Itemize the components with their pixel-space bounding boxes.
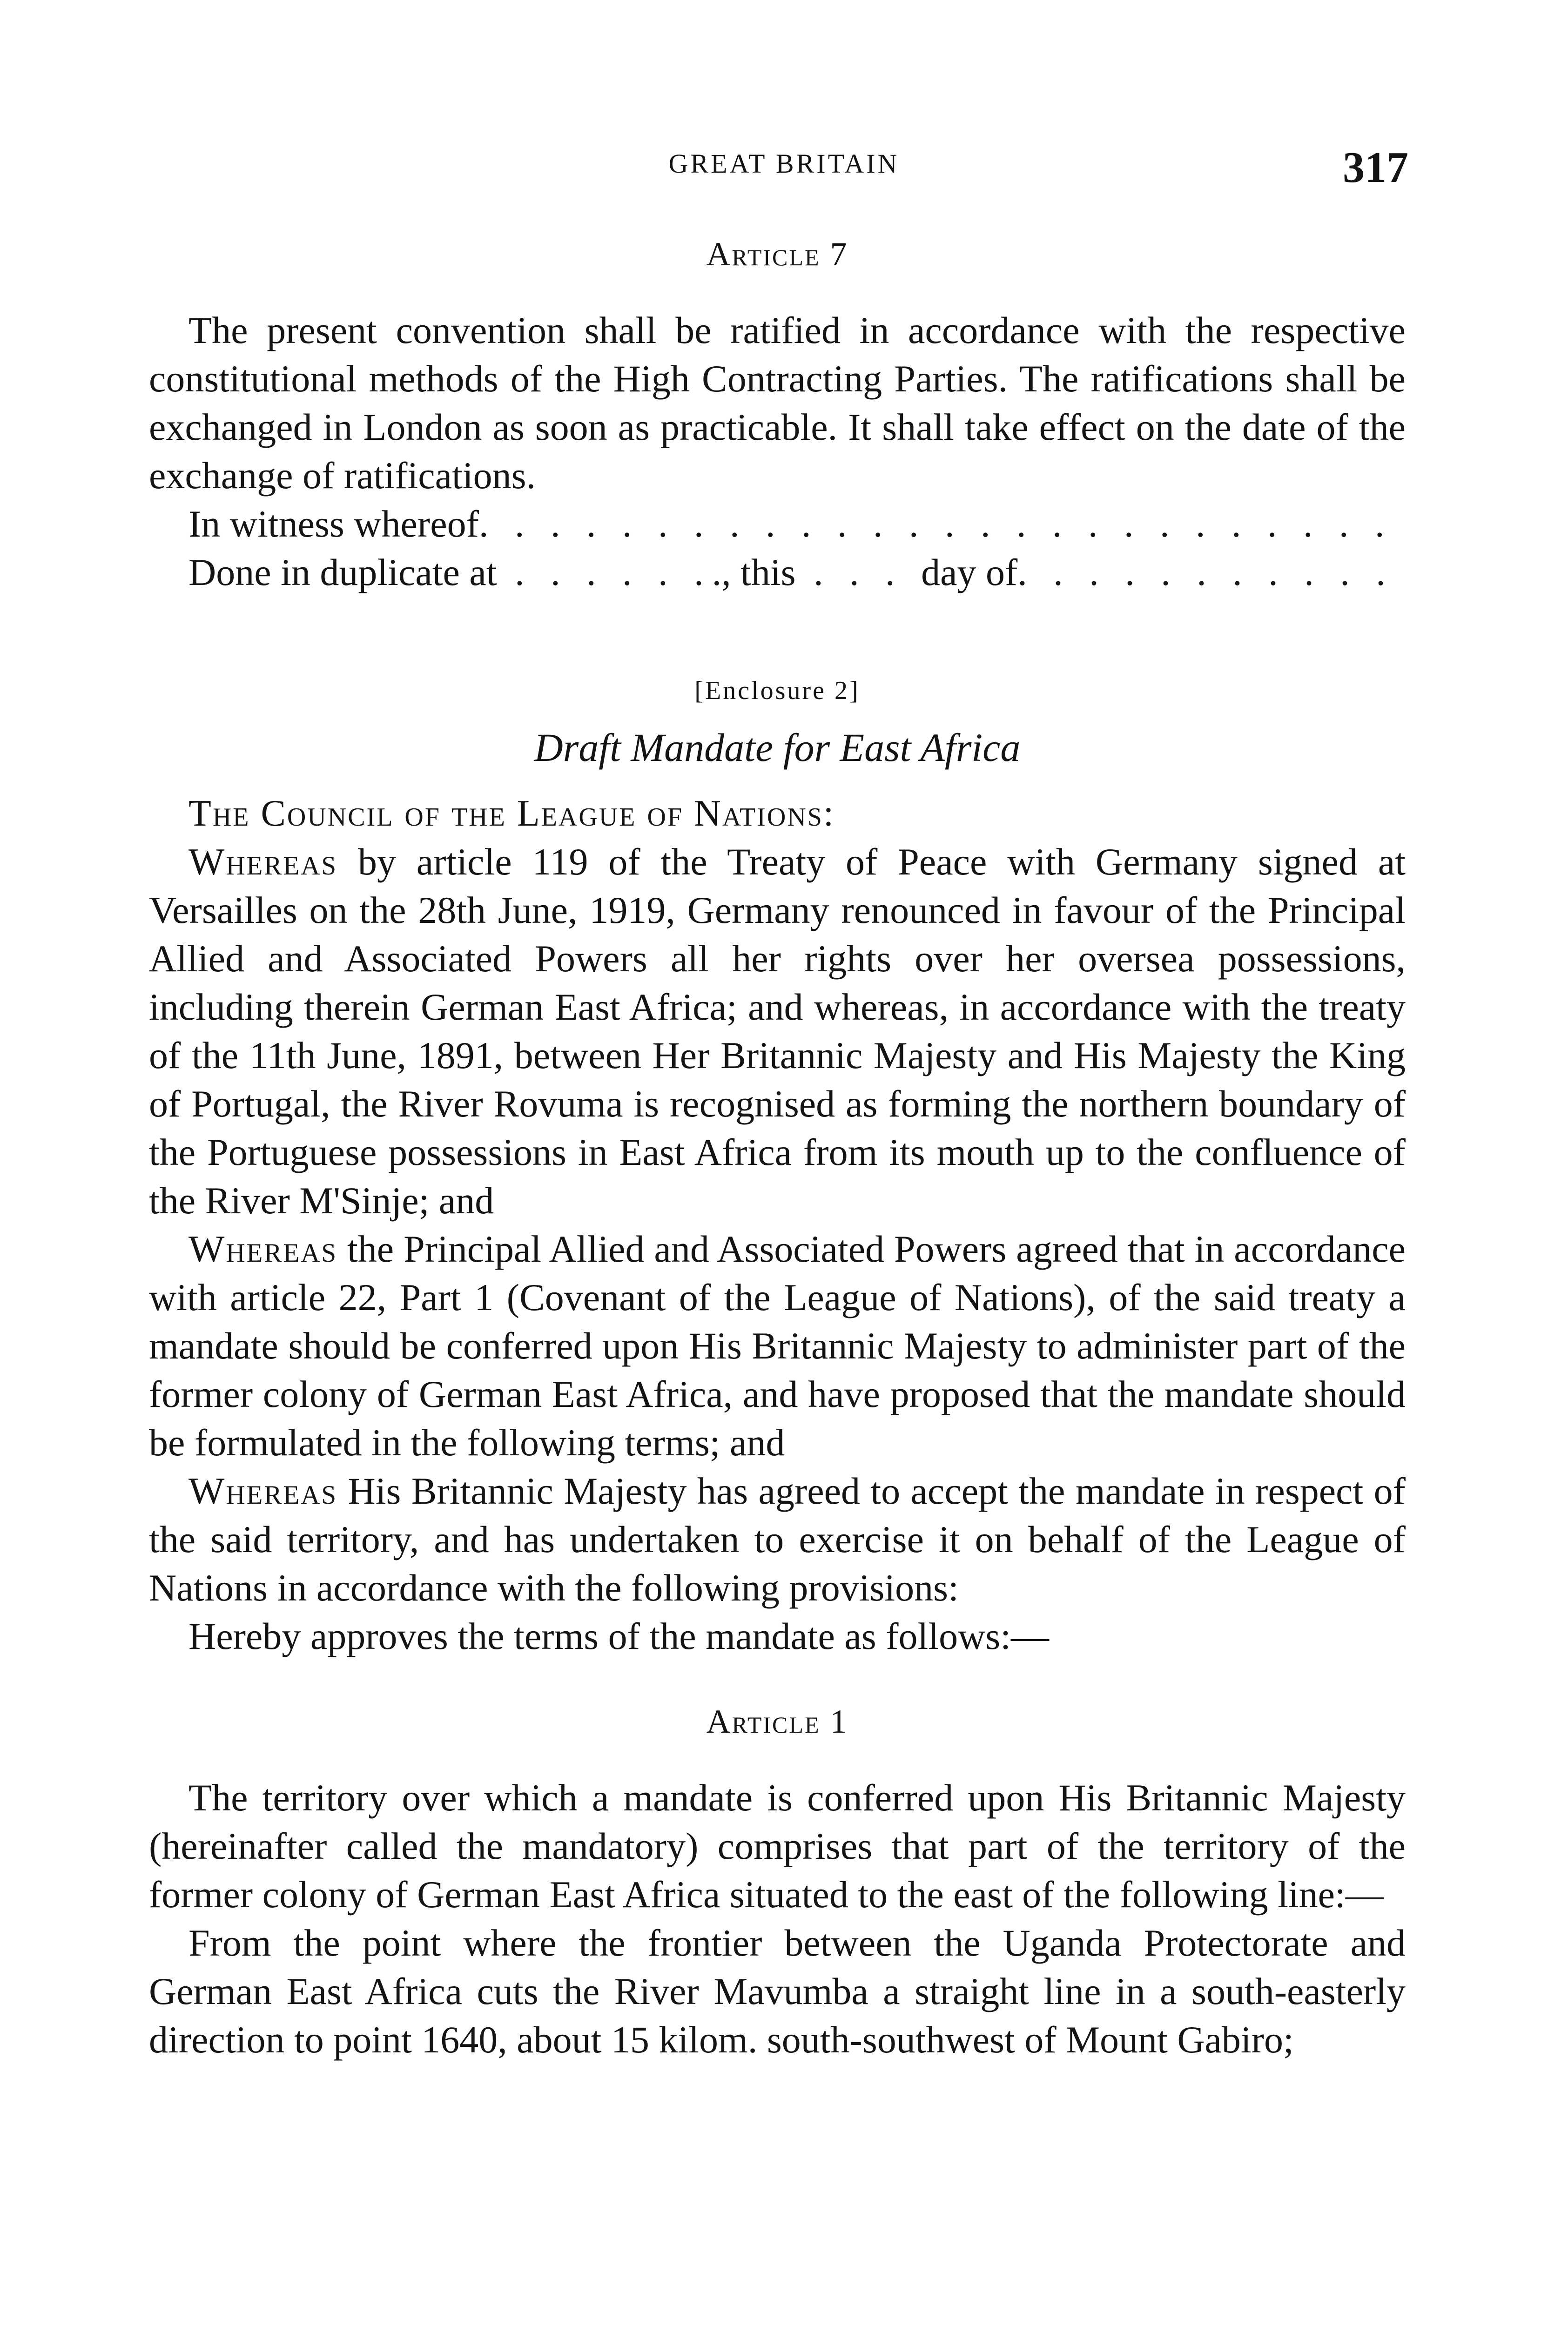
done-in-duplicate-line (149, 548, 1406, 597)
whereas-lead-2: Whereas (188, 1228, 338, 1270)
done-in-duplicate-text: Done in duplicate at (188, 551, 497, 593)
day-of-text: day of (921, 551, 1018, 593)
month-blank-dots (1017, 548, 1406, 597)
witness-line (149, 500, 1406, 548)
draft-mandate-title: Draft Mandate for East Africa (534, 725, 1021, 770)
council-heading: The Council of the League of Nations: (188, 793, 835, 834)
running-head: GREAT BRITAIN (668, 148, 900, 179)
whereas-paragraph-2 (149, 1225, 1406, 1467)
whereas-text-3: His Britannic Majesty has agreed to accept the mandate in respect of the said territory, and has undertaken to exercise it on behalf of the League of Nations in accordance with the following provisions: (149, 1470, 1406, 1609)
article-7-heading: Article 7 (706, 235, 848, 273)
enclosure-label: [Enclosure 2] (694, 676, 860, 705)
article-7-paragraph: The present convention shall be ratified in accordance with the respective constitutional methods of the High Contracting Parties. The ratifications shall be exchanged in London as soon as practicable. It shall take effect on the date of the exchange of ratifications. (149, 309, 1406, 497)
witness-text: In witness whereof (188, 503, 479, 545)
hereby-approves-line: Hereby approves the terms of the mandate as follows:— (188, 1615, 1050, 1657)
whereas-paragraph-3 (149, 1467, 1406, 1612)
place-blank-dots: . . . . . . (497, 551, 712, 593)
day-blank-dots: . . . (795, 551, 922, 593)
whereas-text-2: the Principal Allied and Associated Powers agreed that in accordance with article 22, Part 1 (Covenant of the League of Nations), of the said treaty a mandate should be conferred upon His Britannic Majesty to administer part of the former colony of German East Africa, and have proposed that the mandate should be formulated in the following terms; and (149, 1228, 1406, 1464)
article-1-paragraph-1: The territory over which a mandate is conferred upon His Britannic Majesty (hereinafter called the mandatory) comprises that part of the territory of the former colony of German East Africa situated to the east of the following line:— (149, 1776, 1406, 1916)
page-body (149, 235, 1406, 2064)
whereas-lead-1: Whereas (188, 841, 338, 883)
article-1-heading: Article 1 (706, 1703, 848, 1740)
this-text: ., this (712, 551, 796, 593)
page-header (0, 143, 1568, 192)
article-1-paragraph-2: From the point where the frontier between the Uganda Protectorate and German East Africa cuts the River Mavumba a straight line in a south-easterly direction to point 1640, about 15 kilom. south-southwest of Mount Gabiro; (149, 1922, 1406, 2061)
page-number: 317 (1343, 143, 1408, 192)
whereas-lead-3: Whereas (188, 1470, 338, 1512)
whereas-paragraph-1 (149, 838, 1406, 1225)
whereas-text-1: by article 119 of the Treaty of Peace with Germany signed at Versailles on the 28th June, 1919, Germany renounced in favour of the Principal Allied and Associated Powers all her rights over her oversea possessions, including therein German East Africa; and whereas, in accordance with the treaty of the 11th June, 1891, between Her Britannic Majesty and His Majesty the King of Portugal, the River Rovuma is recognised as forming the northern boundary of the Portuguese possessions in East Africa from its mouth up to the confluence of the River M'Sinje; and (149, 841, 1406, 1222)
witness-leader-dots (479, 500, 1406, 548)
